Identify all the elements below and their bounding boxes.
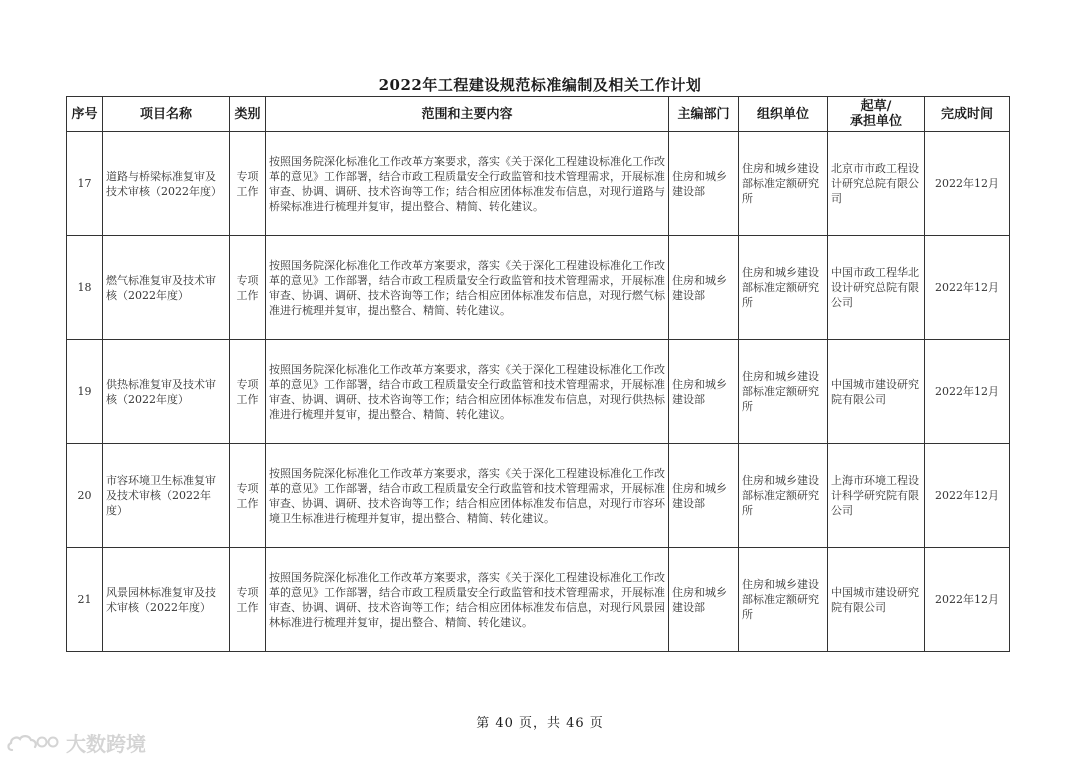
cell-scope: 按照国务院深化标准化工作改革方案要求，落实《关于深化工程建设标准化工作改革的意见》工作部署，结合市政工程质量安全行政监管和技术管理需求，开展标准审查、协调、调研、技术咨询等工作；结合相应团体标准发布信息，对现行供热标准进行梳理并复审，提出整合、精简、转化建议。 xyxy=(266,340,669,444)
header-drafter-line2: 承担单位 xyxy=(849,114,902,129)
cell-scope: 按照国务院深化标准化工作改革方案要求，落实《关于深化工程建设标准化工作改革的意见》工作部署，结合市政工程质量安全行政监管和技术管理需求，开展标准审查、协调、调研、技术咨询等工作；结合相应团体标准发布信息，对现行市容环境卫生标准进行梳理并复审，提出整合、精简、转化建议。 xyxy=(266,444,669,548)
cell-scope: 按照国务院深化标准化工作改革方案要求，落实《关于深化工程建设标准化工作改革的意见》工作部署，结合市政工程质量安全行政监管和技术管理需求，开展标准审查、协调、调研、技术咨询等工作；结合相应团体标准发布信息，对现行道路与桥梁标准进行梳理并复审，提出整合、精简、转化建议。 xyxy=(266,132,669,236)
cell-drafter: 中国城市建设研究院有限公司 xyxy=(828,548,925,652)
cell-org: 住房和城乡建设部标准定额研究所 xyxy=(739,340,828,444)
plan-table xyxy=(66,96,1010,652)
header-num: 序号 xyxy=(67,97,103,132)
header-name: 项目名称 xyxy=(103,97,230,132)
cell-date: 2022年12月 xyxy=(925,444,1010,548)
table-row xyxy=(67,548,1010,652)
table-row xyxy=(67,132,1010,236)
cell-num: 18 xyxy=(67,236,103,340)
cell-category: 专项工作 xyxy=(230,548,266,652)
cell-dept: 住房和城乡建设部 xyxy=(669,548,739,652)
document-title: 2022年工程建设规范标准编制及相关工作计划 xyxy=(378,76,702,94)
cell-num: 20 xyxy=(67,444,103,548)
cell-date: 2022年12月 xyxy=(925,236,1010,340)
cell-scope: 按照国务院深化标准化工作改革方案要求，落实《关于深化工程建设标准化工作改革的意见》工作部署，结合市政工程质量安全行政监管和技术管理需求，开展标准审查、协调、调研、技术咨询等工作；结合相应团体标准发布信息，对现行风景园林标准进行梳理并复审，提出整合、精简、转化建议。 xyxy=(266,548,669,652)
header-category: 类别 xyxy=(230,97,266,132)
cell-org: 住房和城乡建设部标准定额研究所 xyxy=(739,548,828,652)
cell-scope: 按照国务院深化标准化工作改革方案要求，落实《关于深化工程建设标准化工作改革的意见》工作部署，结合市政工程质量安全行政监管和技术管理需求，开展标准审查、协调、调研、技术咨询等工作；结合相应团体标准发布信息，对现行燃气标准进行梳理并复审，提出整合、精简、转化建议。 xyxy=(266,236,669,340)
watermark xyxy=(6,728,146,757)
cell-name: 供热标准复审及技术审核（2022年度） xyxy=(103,340,230,444)
header-drafter-line1: 起草/ xyxy=(860,99,892,114)
cell-date: 2022年12月 xyxy=(925,548,1010,652)
cell-drafter: 上海市环境工程设计科学研究院有限公司 xyxy=(828,444,925,548)
cell-num: 17 xyxy=(67,132,103,236)
table-row xyxy=(67,340,1010,444)
cell-name: 市容环境卫生标准复审及技术审核（2022年度） xyxy=(103,444,230,548)
header-scope: 范围和主要内容 xyxy=(266,97,669,132)
cell-org: 住房和城乡建设部标准定额研究所 xyxy=(739,236,828,340)
cell-category: 专项工作 xyxy=(230,236,266,340)
cell-category: 专项工作 xyxy=(230,444,266,548)
table-row xyxy=(67,444,1010,548)
cell-org: 住房和城乡建设部标准定额研究所 xyxy=(739,444,828,548)
cell-dept: 住房和城乡建设部 xyxy=(669,132,739,236)
cell-dept: 住房和城乡建设部 xyxy=(669,340,739,444)
cloud-logo-icon xyxy=(6,730,62,756)
header-org: 组织单位 xyxy=(739,97,828,132)
cell-drafter: 中国城市建设研究院有限公司 xyxy=(828,340,925,444)
cell-dept: 住房和城乡建设部 xyxy=(669,236,739,340)
table-row xyxy=(67,236,1010,340)
cell-drafter: 北京市市政工程设计研究总院有限公司 xyxy=(828,132,925,236)
cell-name: 风景园林标准复审及技术审核（2022年度） xyxy=(103,548,230,652)
cell-category: 专项工作 xyxy=(230,132,266,236)
cell-num: 21 xyxy=(67,548,103,652)
cell-category: 专项工作 xyxy=(230,340,266,444)
cell-org: 住房和城乡建设部标准定额研究所 xyxy=(739,132,828,236)
cell-dept: 住房和城乡建设部 xyxy=(669,444,739,548)
watermark-text: 大数跨境 xyxy=(66,732,146,756)
header-dept: 主编部门 xyxy=(669,97,739,132)
cell-drafter: 中国市政工程华北设计研究总院有限公司 xyxy=(828,236,925,340)
cell-num: 19 xyxy=(67,340,103,444)
cell-date: 2022年12月 xyxy=(925,132,1010,236)
header-drafter xyxy=(828,97,925,132)
table-header-row xyxy=(67,97,1010,132)
cell-date: 2022年12月 xyxy=(925,340,1010,444)
header-date: 完成时间 xyxy=(925,97,1010,132)
page-footer: 第 40 页，共 46 页 xyxy=(476,716,604,731)
cell-name: 道路与桥梁标准复审及技术审核（2022年度） xyxy=(103,132,230,236)
cell-name: 燃气标准复审及技术审核（2022年度） xyxy=(103,236,230,340)
